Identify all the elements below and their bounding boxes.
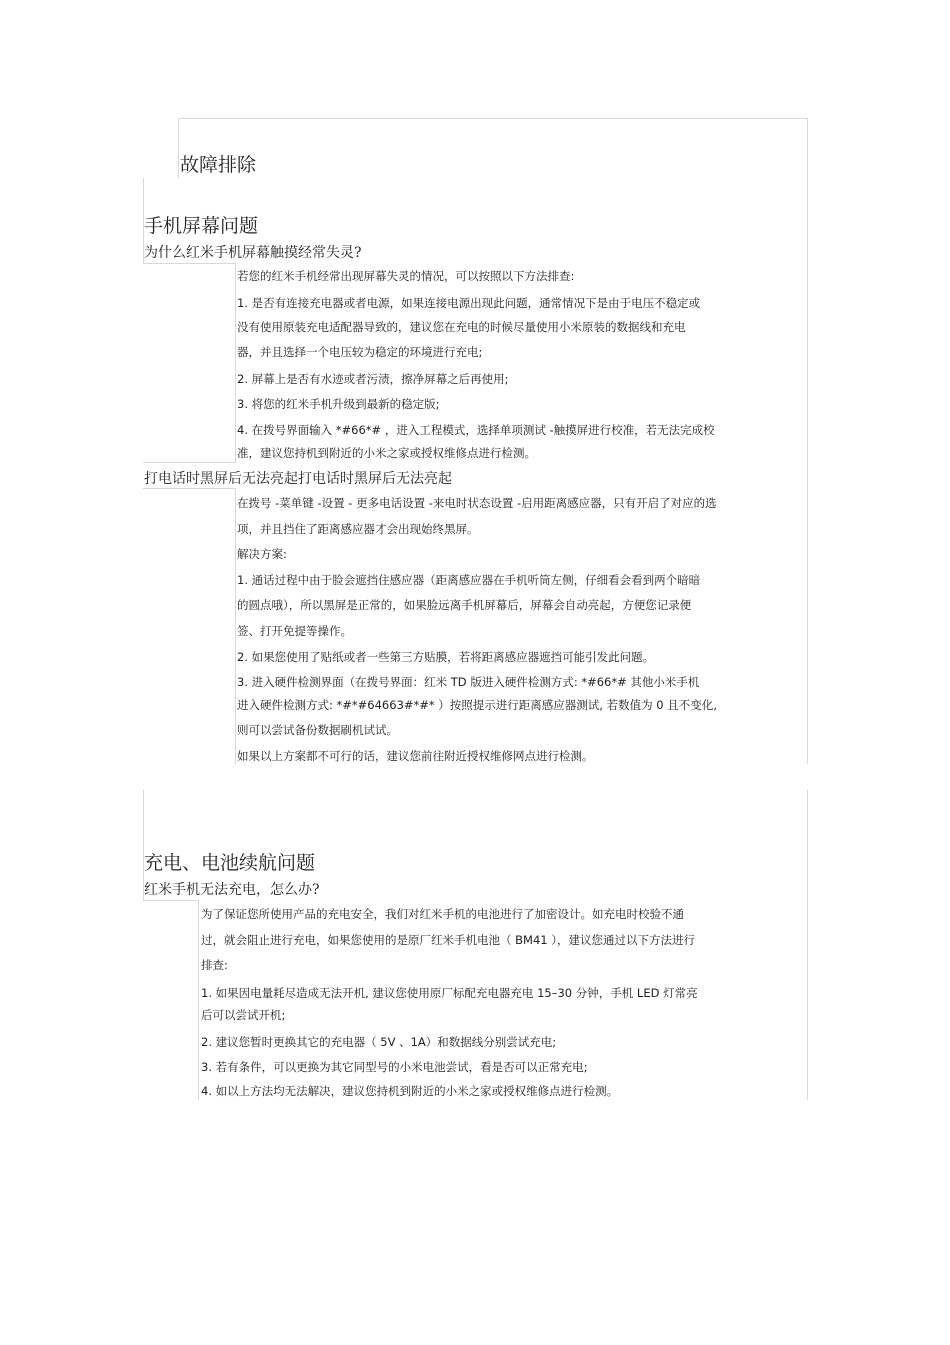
border-line — [143, 462, 235, 463]
question-call-black-screen: 打电话时黑屏后无法亮起打电话时黑屏后无法亮起 — [144, 471, 452, 487]
border-line — [143, 488, 235, 489]
answer-line: 3. 将您的红米手机升级到最新的稳定版; — [237, 397, 440, 411]
answer-line: 的圆点哦），所以黑屏是正常的，如果脸远离手机屏幕后，屏幕会自动亮起，方便您记录便 — [237, 598, 692, 612]
answer-line: 后可以尝试开机; — [201, 1008, 286, 1022]
answer-line: 若您的红米手机经常出现屏幕失灵的情况，可以按照以下方法排查: — [237, 269, 575, 283]
answer-line: 1. 是否有连接充电器或者电源，如果连接电源出现此问题，通常情况下是由于电压不稳定或 — [237, 296, 701, 310]
answer-line: 2. 屏幕上是否有水迹或者污渍，擦净屏幕之后再使用; — [237, 372, 509, 386]
answer-line: 4. 如以上方法均无法解决，建议您持机到附近的小米之家或授权维修点进行检测。 — [201, 1084, 619, 1098]
border-line — [807, 790, 808, 1100]
answer-line: 3. 进入硬件检测界面（在拨号界面：红米 TD 版进入硬件检测方式: *#66*# 其他小米手机 — [237, 675, 700, 689]
border-line — [235, 488, 236, 764]
answer-line: 没有使用原装充电适配器导致的，建议您在充电的时候尽量使用小米原装的数据线和充电 — [237, 320, 686, 334]
question-cannot-charge: 红米手机无法充电，怎么办? — [144, 882, 320, 898]
answer-line: 进入硬件检测方式: *#*#64663#*#* ）按照提示进行距离感应器测试, 若数值为 0 且不变化, — [237, 698, 717, 712]
answer-line: 2. 建议您暂时更换其它的充电器（ 5V 、1A）和数据线分别尝试充电; — [201, 1035, 557, 1049]
answer-line: 在拨号 -菜单键 -设置 - 更多电话设置 -来电时状态设置 -启用距离感应器，只有开启了对应的选 — [237, 496, 717, 510]
border-line — [178, 118, 179, 178]
border-line — [807, 118, 808, 764]
section-title-screen: 手机屏幕问题 — [144, 215, 259, 237]
answer-line: 准，建议您持机到附近的小米之家或授权维修点进行检测。 — [237, 446, 536, 460]
border-line — [178, 118, 808, 119]
section-title-charging: 充电、电池续航问题 — [144, 852, 316, 874]
border-line — [143, 900, 198, 901]
document-title: 故障排除 — [180, 154, 257, 176]
border-line — [143, 263, 235, 264]
answer-line: 为了保证您所使用产品的充电安全，我们对红米手机的电池进行了加密设计。如充电时校验不通 — [201, 907, 684, 921]
answer-line: 签、打开免提等操作。 — [237, 624, 352, 638]
answer-line: 过，就会阻止进行充电，如果您使用的是原厂红米手机电池（ BM41 ），建议您通过以下方法进行 — [201, 933, 696, 947]
answer-line: 1. 如果因电量耗尽造成无法开机, 建议您使用原厂标配充电器充电 15–30 分钟，手机 LED 灯常亮 — [201, 986, 698, 1000]
answer-line: 2. 如果您使用了贴纸或者一些第三方贴膜，若将距离感应器遮挡可能引发此问题。 — [237, 650, 655, 664]
answer-line: 器，并且选择一个电压较为稳定的环境进行充电; — [237, 345, 483, 359]
answer-line: 3. 若有条件，可以更换为其它同型号的小米电池尝试，看是否可以正常充电; — [201, 1060, 588, 1074]
border-line — [235, 263, 236, 463]
answer-line: 则可以尝试备份数据刷机试试。 — [237, 723, 398, 737]
answer-line: 排查: — [201, 958, 228, 972]
answer-line: 解决方案: — [237, 547, 287, 561]
answer-line: 如果以上方案都不可行的话，建议您前往附近授权维修网点进行检测。 — [237, 749, 594, 763]
answer-line: 1. 通话过程中由于脸会遮挡住感应器（距离感应器在手机听筒左侧，仔细看会看到两个暗暗 — [237, 573, 701, 587]
border-line — [198, 900, 199, 1100]
answer-line: 4. 在拨号界面输入 *#66*# ，进入工程模式，选择单项测试 -触摸屏进行校准，若无法完成校 — [237, 423, 715, 437]
question-touch-fail: 为什么红米手机屏幕触摸经常失灵? — [144, 245, 362, 261]
answer-line: 项，并且挡住了距离感应器才会出现始终黑屏。 — [237, 522, 479, 536]
